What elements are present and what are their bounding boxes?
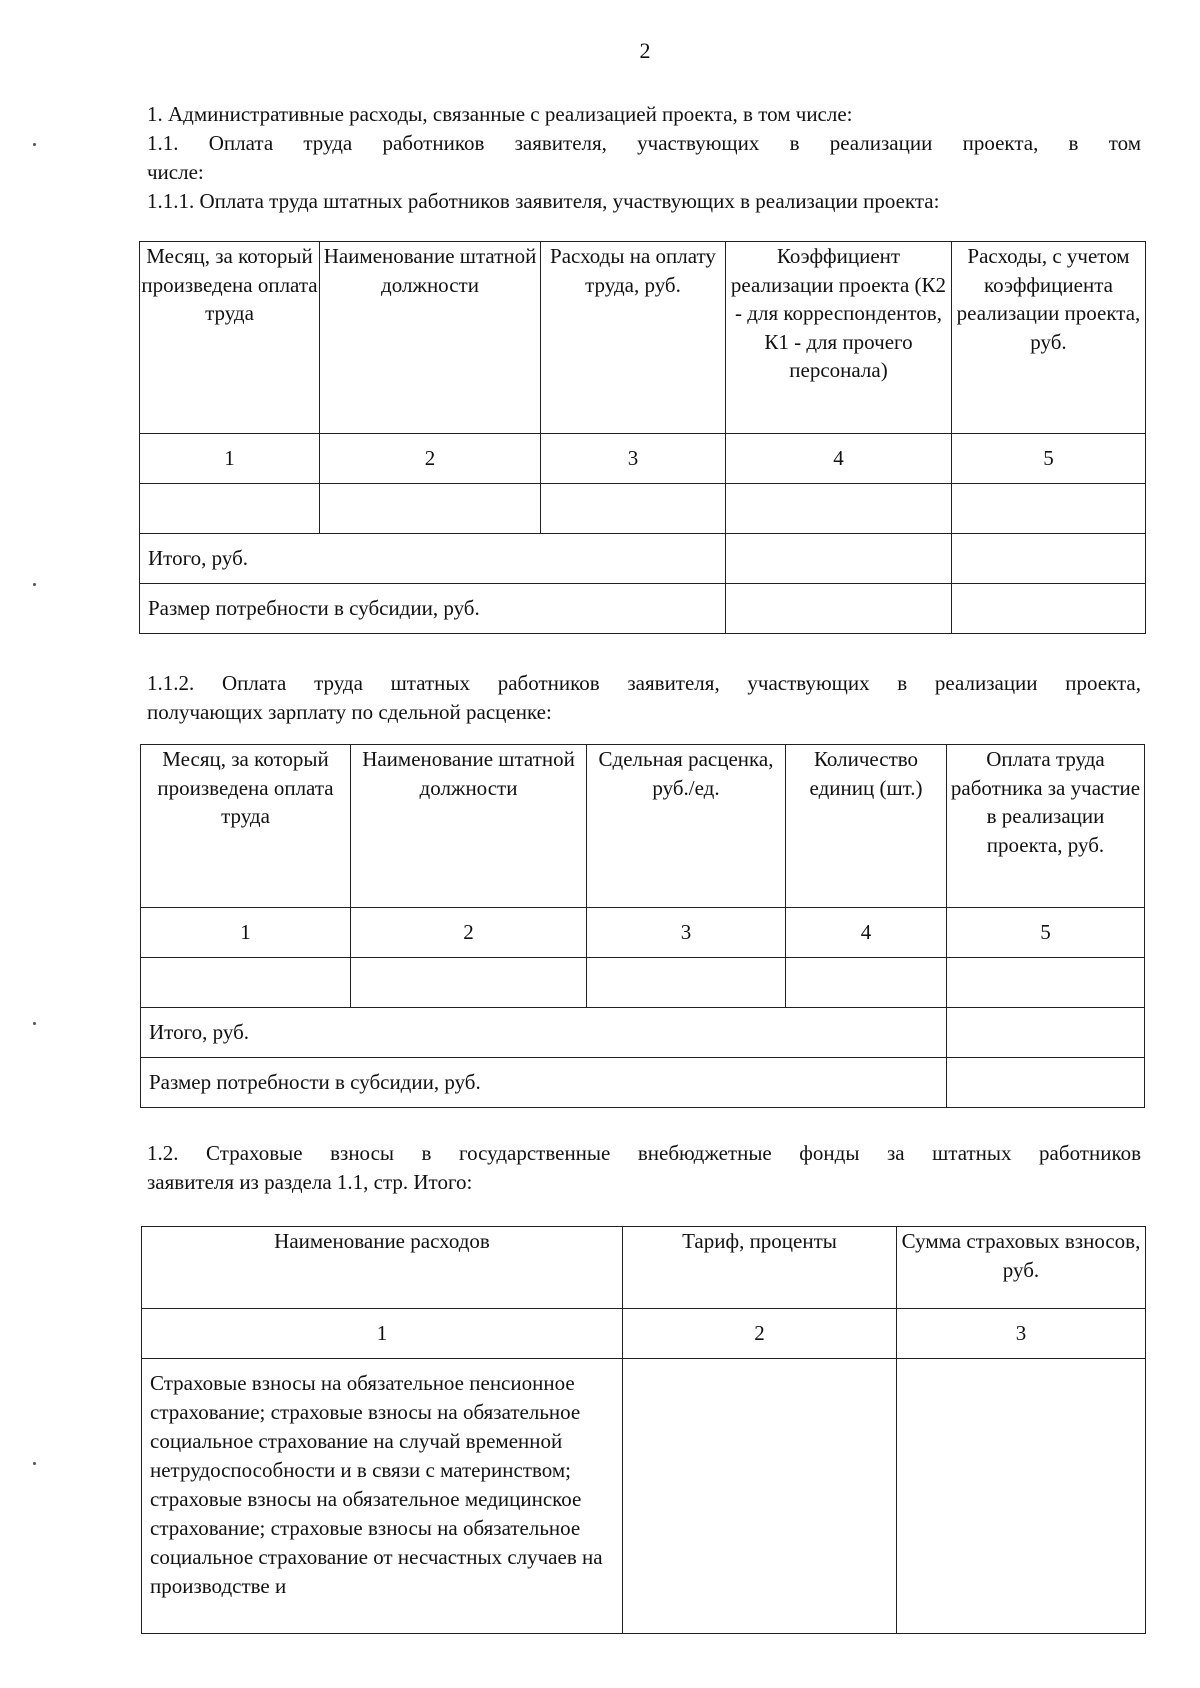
- empty-cell: [726, 584, 952, 634]
- column-number: 3: [541, 434, 726, 484]
- header-cell-quantity: Количество единиц (шт.): [786, 745, 947, 908]
- subsidy-need-row: [141, 1058, 1145, 1108]
- empty-cell: [726, 484, 952, 534]
- subsidy-need-label: Размер потребности в субсидии, руб.: [140, 584, 726, 634]
- empty-cell: [320, 484, 541, 534]
- column-number: 3: [587, 908, 786, 958]
- header-cell-piece-rate: Сдельная расценка, руб./ед.: [587, 745, 786, 908]
- empty-cell: [351, 958, 587, 1008]
- section-1-heading: 1. Административные расходы, связанные с реализацией проекта, в том числе:: [147, 102, 853, 126]
- intro-paragraph: [147, 100, 1141, 216]
- scan-dot: [33, 1462, 36, 1465]
- header-cell-position: Наименование штатной должности: [351, 745, 587, 908]
- header-cell-tariff: Тариф, проценты: [623, 1227, 897, 1309]
- column-number: 2: [320, 434, 541, 484]
- empty-cell: [947, 1058, 1145, 1108]
- table-1-2: [141, 1226, 1146, 1634]
- scan-dot: [33, 583, 36, 586]
- total-label: Итого, руб.: [141, 1008, 947, 1058]
- header-cell-month: Месяц, за который произведена оплата труда: [141, 745, 351, 908]
- empty-cell: [623, 1359, 897, 1634]
- empty-cell: [786, 958, 947, 1008]
- section-1-1-2-heading: 1.1.2. Оплата труда штатных работников заявителя, участвующих в реализации проекта,: [147, 671, 1141, 695]
- column-number-row: [142, 1309, 1146, 1359]
- section-1-2-heading: 1.2. Страховые взносы в государственные внебюджетные фонды за штатных работников: [147, 1141, 1141, 1165]
- empty-cell: [952, 484, 1146, 534]
- header-cell-coefficient: Коэффициент реализации проекта (К2 - для корреспондентов, К1 - для прочего персонала): [726, 242, 952, 434]
- header-cell-contribution-sum: Сумма страховых взносов, руб.: [897, 1227, 1146, 1309]
- empty-cell: [726, 534, 952, 584]
- column-number: 4: [786, 908, 947, 958]
- table-header-row: [140, 242, 1146, 434]
- insurance-contributions-text: Страховые взносы на обязательное пенсионное страхование; страховые взносы на обязательное социальное страхование на случай временной нетрудоспособности и в связи с материнством; страховые взносы на обязательное медицинское страхование; страховые взносы на обязательное социальное страхование от несчастных случаев на производстве и: [142, 1359, 623, 1634]
- subsidy-need-label: Размер потребности в субсидии, руб.: [141, 1058, 947, 1108]
- empty-cell: [947, 1008, 1145, 1058]
- scan-dot: [33, 1022, 36, 1025]
- empty-cell: [587, 958, 786, 1008]
- header-cell-expenses-with-coef: Расходы, с учетом коэффициента реализации проекта, руб.: [952, 242, 1146, 434]
- empty-cell: [952, 584, 1146, 634]
- empty-data-row: [140, 484, 1146, 534]
- section-1-1-2-heading-cont: получающих зарплату по сдельной расценке:: [147, 700, 552, 724]
- column-number-row: [141, 908, 1145, 958]
- section-1-2-paragraph: [147, 1139, 1141, 1197]
- subsidy-need-row: [140, 584, 1146, 634]
- table-header-row: [141, 745, 1145, 908]
- column-number: 5: [947, 908, 1145, 958]
- column-number: 1: [141, 908, 351, 958]
- empty-cell: [140, 484, 320, 534]
- column-number: 1: [140, 434, 320, 484]
- page-number: 2: [639, 38, 651, 63]
- empty-cell: [952, 534, 1146, 584]
- empty-cell: [947, 958, 1145, 1008]
- column-number: 4: [726, 434, 952, 484]
- total-row: [141, 1008, 1145, 1058]
- scan-dot: [33, 143, 36, 146]
- column-number: 2: [351, 908, 587, 958]
- section-1-1-2-paragraph: [147, 669, 1141, 727]
- table-header-row: [142, 1227, 1146, 1309]
- empty-cell: [897, 1359, 1146, 1634]
- column-number: 3: [897, 1309, 1146, 1359]
- section-1-1-heading: 1.1. Оплата труда работников заявителя, участвующих в реализации проекта, в том: [147, 131, 1141, 155]
- column-number: 5: [952, 434, 1146, 484]
- empty-cell: [141, 958, 351, 1008]
- total-row: [140, 534, 1146, 584]
- section-1-1-1-heading: 1.1.1. Оплата труда штатных работников заявителя, участвующих в реализации проекта:: [147, 189, 940, 213]
- header-cell-month: Месяц, за который произведена оплата труда: [140, 242, 320, 434]
- column-number: 1: [142, 1309, 623, 1359]
- column-number-row: [140, 434, 1146, 484]
- header-cell-position: Наименование штатной должности: [320, 242, 541, 434]
- table-1-1-1: [139, 241, 1146, 634]
- section-1-1-heading-cont: числе:: [147, 160, 204, 184]
- empty-data-row: [141, 958, 1145, 1008]
- header-cell-expenses: Расходы на оплату труда, руб.: [541, 242, 726, 434]
- empty-cell: [541, 484, 726, 534]
- insurance-contributions-row: [142, 1359, 1146, 1634]
- column-number: 2: [623, 1309, 897, 1359]
- table-1-1-2: [140, 744, 1145, 1108]
- section-1-2-heading-cont: заявителя из раздела 1.1, стр. Итого:: [147, 1170, 473, 1194]
- header-cell-expense-name: Наименование расходов: [142, 1227, 623, 1309]
- header-cell-payment: Оплата труда работника за участие в реализации проекта, руб.: [947, 745, 1145, 908]
- total-label: Итого, руб.: [140, 534, 726, 584]
